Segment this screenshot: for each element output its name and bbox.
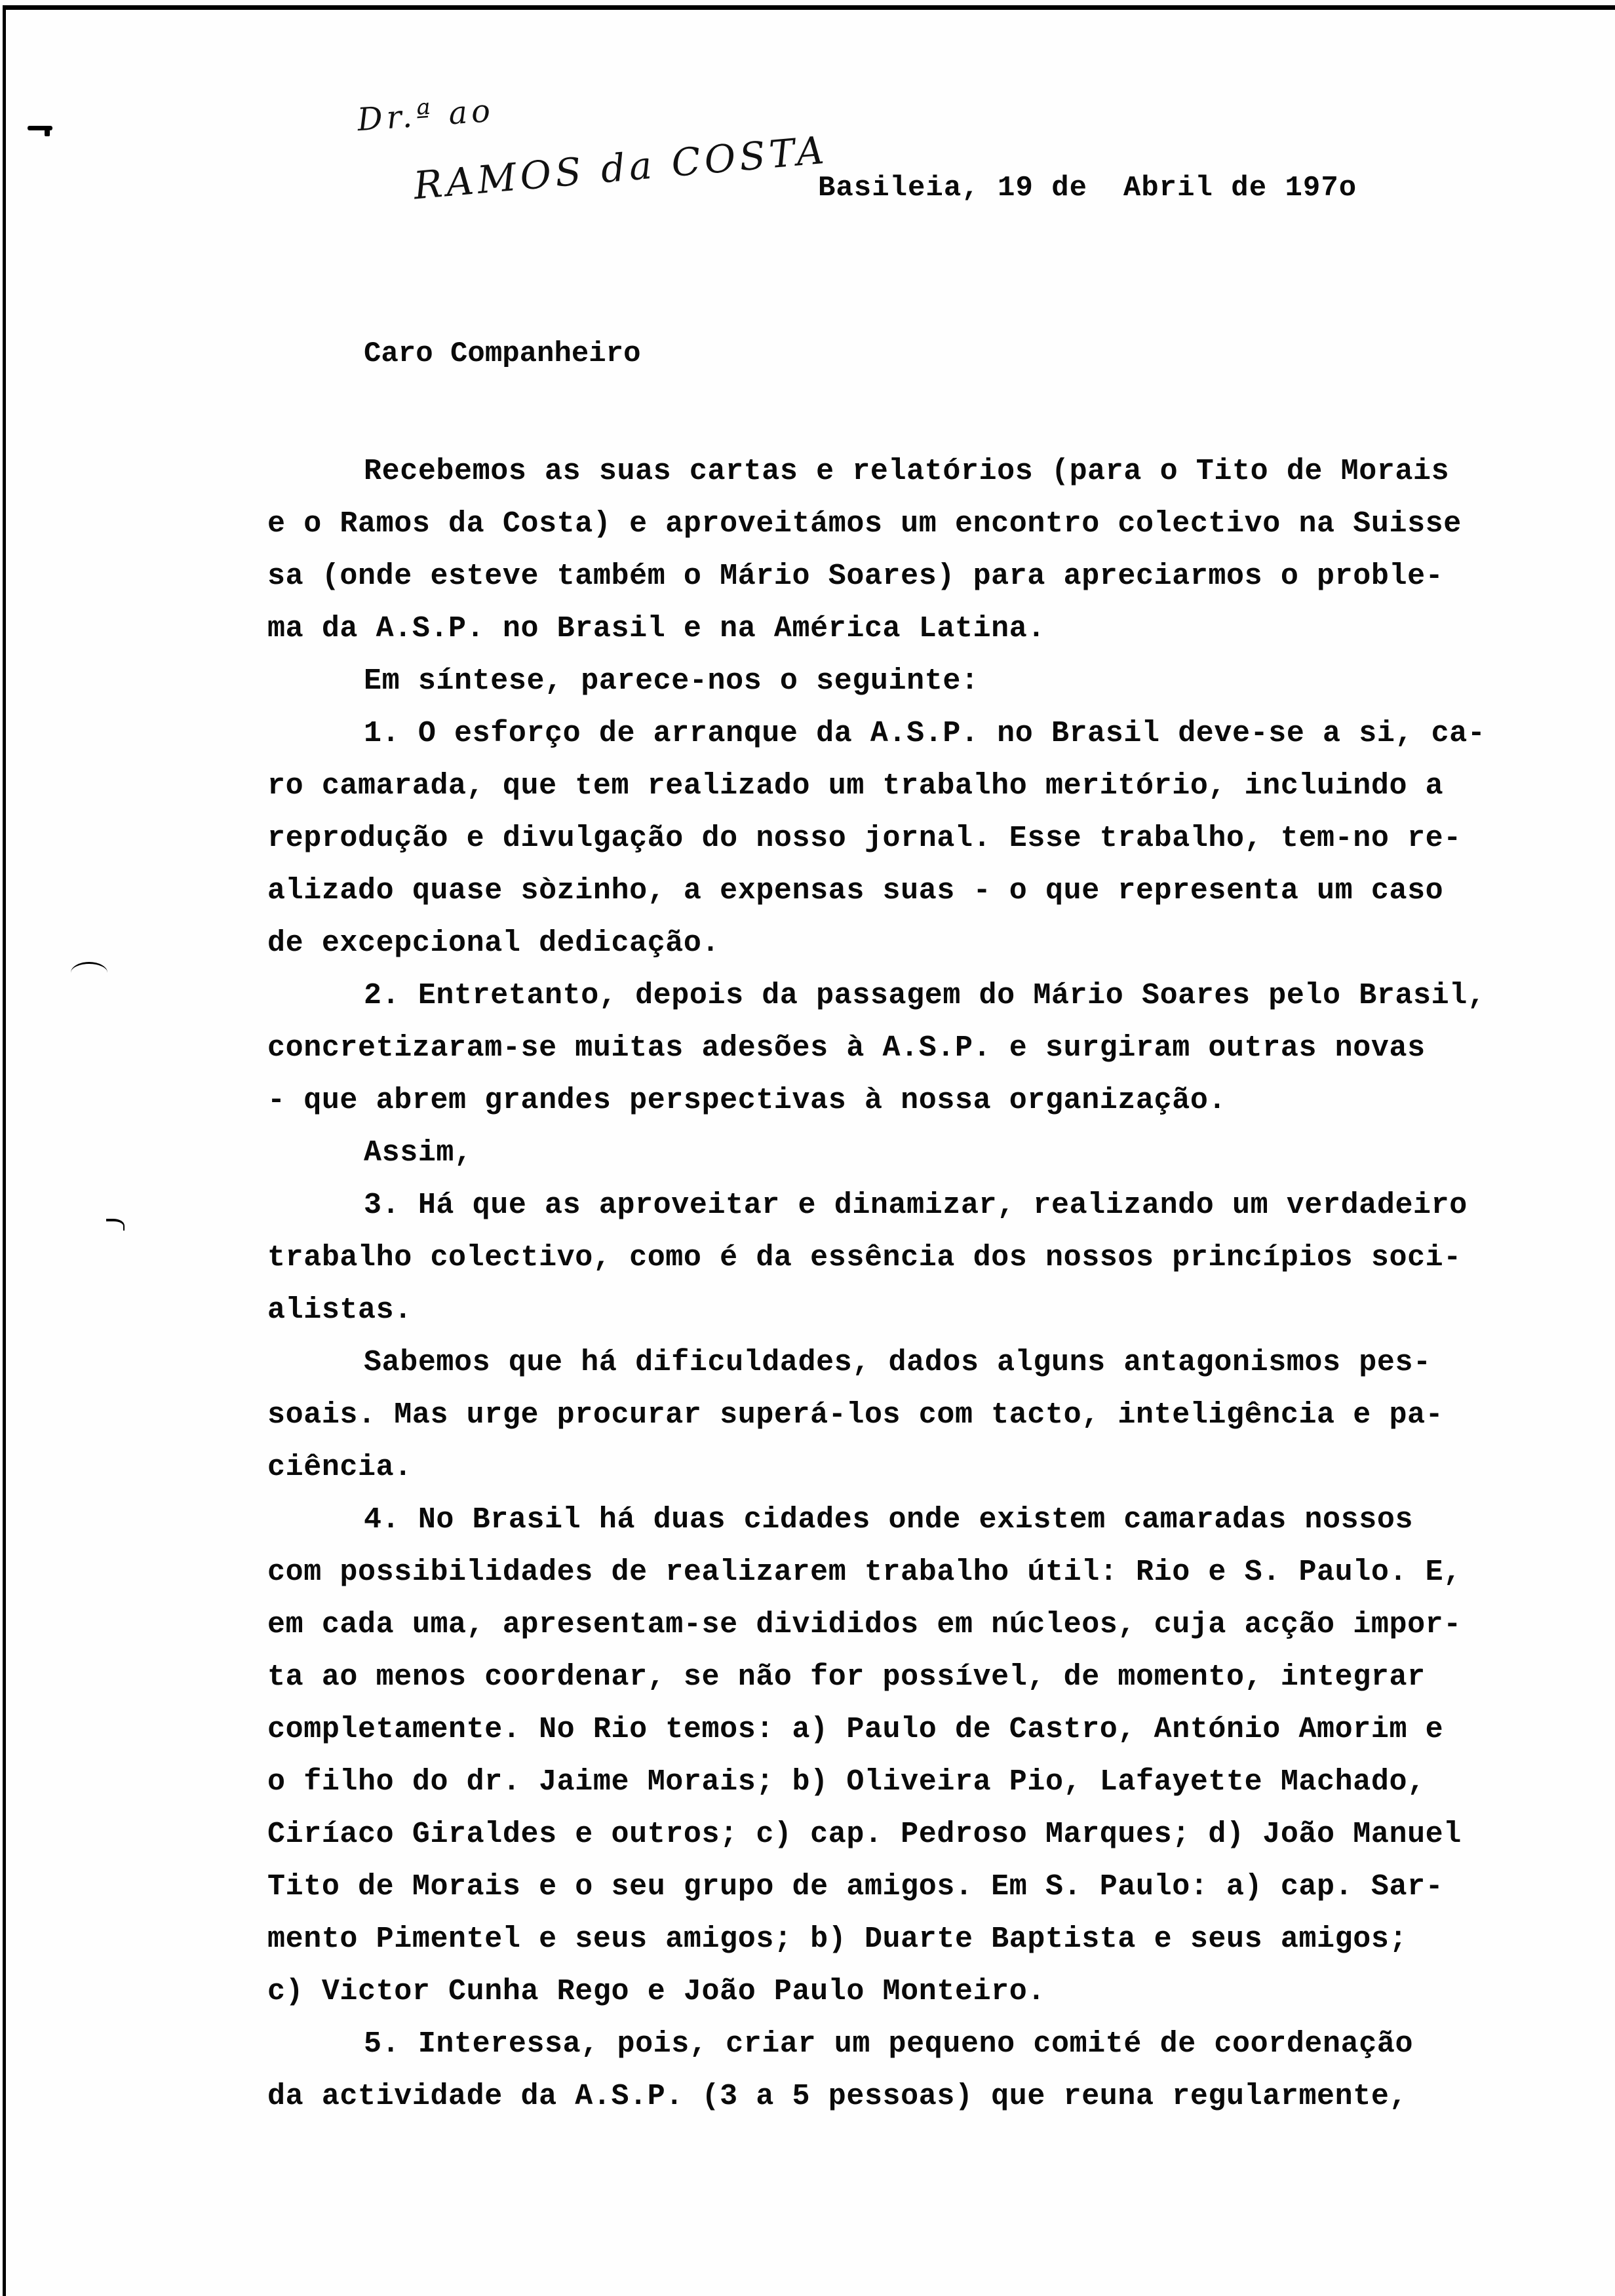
letter-line: 5. Interessa, pois, criar um pequeno comité de coordenação xyxy=(364,2027,1414,2061)
letter-line: sa (onde esteve também o Mário Soares) para apreciarmos o proble- xyxy=(267,560,1444,593)
place-and-date: Basileia, 19 de Abril de 197o xyxy=(818,172,1357,204)
letter-line: ciência. xyxy=(267,1451,412,1484)
ink-smudge-mark xyxy=(45,130,50,136)
letter-line: 2. Entretanto, depois da passagem do Mário Soares pelo Brasil, xyxy=(364,979,1486,1012)
letter-line: ta ao menos coordenar, se não for possível, de momento, integrar xyxy=(267,1660,1426,1694)
letter-line: soais. Mas urge procurar superá-los com tacto, inteligência e pa- xyxy=(267,1398,1444,1432)
scan-arc-mark xyxy=(106,1219,125,1231)
letter-line: completamente. No Rio temos: a) Paulo de Castro, António Amorim e xyxy=(267,1713,1444,1746)
letter-line: Tito de Morais e o seu grupo de amigos. Em S. Paulo: a) cap. Sar- xyxy=(267,1870,1444,1904)
handwritten-note-line1: Dr.ª ao xyxy=(356,92,496,139)
letter-line: 1. O esforço de arranque da A.S.P. no Brasil deve-se a si, ca- xyxy=(364,717,1486,750)
letter-line: c) Victor Cunha Rego e João Paulo Monteiro. xyxy=(267,1975,1045,2008)
handwritten-note-line2: RAMOS da COSTA xyxy=(412,127,830,208)
scan-arc-mark xyxy=(71,962,107,984)
salutation: Caro Companheiro xyxy=(364,337,641,370)
letter-line: Recebemos as suas cartas e relatórios (para o Tito de Morais xyxy=(364,455,1450,488)
letter-line: ma da A.S.P. no Brasil e na América Latina. xyxy=(267,612,1045,645)
letter-line: trabalho colectivo, como é da essência dos nossos princípios soci- xyxy=(267,1241,1462,1274)
letter-line: com possibilidades de realizarem trabalho útil: Rio e S. Paulo. E, xyxy=(267,1556,1462,1589)
letter-line: alizado quase sòzinho, a expensas suas - o que representa um caso xyxy=(267,874,1444,908)
letter-line: 3. Há que as aproveitar e dinamizar, realizando um verdadeiro xyxy=(364,1189,1468,1222)
letter-line: reprodução e divulgação do nosso jornal. Esse trabalho, tem-no re- xyxy=(267,822,1462,855)
letter-line: concretizaram-se muitas adesões à A.S.P. e surgiram outras novas xyxy=(267,1031,1426,1065)
letter-line: em cada uma, apresentam-se divididos em núcleos, cuja acção impor- xyxy=(267,1608,1462,1641)
letter-line: o filho do dr. Jaime Morais; b) Oliveira Pio, Lafayette Machado, xyxy=(267,1765,1426,1799)
letter-line: e o Ramos da Costa) e aproveitámos um encontro colectivo na Suisse xyxy=(267,507,1462,541)
letter-line: mento Pimentel e seus amigos; b) Duarte Baptista e seus amigos; xyxy=(267,1923,1408,1956)
letter-line: Em síntese, parece-nos o seguinte: xyxy=(364,664,979,698)
letter-line: Assim, xyxy=(364,1136,473,1170)
scan-border-left xyxy=(3,5,6,2296)
letter-line: - que abrem grandes perspectivas à nossa organização. xyxy=(267,1084,1227,1117)
letter-line: da actividade da A.S.P. (3 a 5 pessoas) que reuna regularmente, xyxy=(267,2080,1408,2113)
letter-line: Ciríaco Giraldes e outros; c) cap. Pedroso Marques; d) João Manuel xyxy=(267,1818,1462,1851)
letter-line: Sabemos que há dificuldades, dados alguns antagonismos pes- xyxy=(364,1346,1431,1379)
scan-border-top xyxy=(3,5,1615,10)
letter-line: alistas. xyxy=(267,1293,412,1327)
letter-line: de excepcional dedicação. xyxy=(267,927,720,960)
letter-line: ro camarada, que tem realizado um trabalho meritório, incluindo a xyxy=(267,769,1444,803)
letter-line: 4. No Brasil há duas cidades onde existem camaradas nossos xyxy=(364,1503,1414,1537)
letter-body xyxy=(267,446,1605,2123)
